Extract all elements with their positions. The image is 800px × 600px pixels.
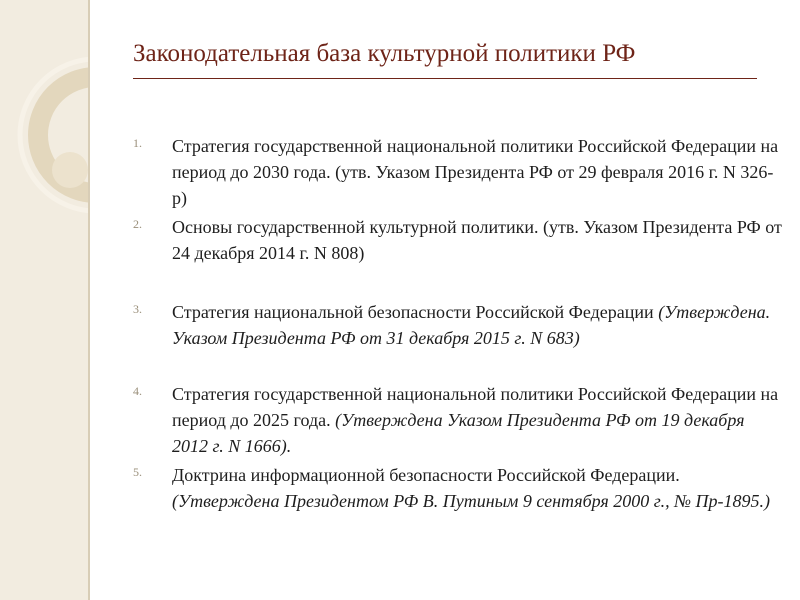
item-note: (Утверждена. Указом Президента РФ от 31 декабря 2015 г. N 683) (172, 302, 771, 348)
item-body: Стратегия государственной национальной политики Российской Федерации на период до 2030 года. (утв. Указом Президента РФ от 29 февраля 2016 г. N 326-р) (172, 136, 779, 208)
list-item-text (172, 299, 782, 351)
decorative-circles (0, 0, 88, 600)
list-item-text (172, 133, 782, 211)
list-item-text (172, 381, 782, 459)
list-item-number: 2. (133, 217, 142, 231)
item-body: Доктрина информационной безопасности Российской Федерации. (172, 465, 680, 485)
list-item-number: 4. (133, 384, 142, 398)
title-underline (133, 78, 757, 79)
item-body: Основы государственной культурной политики. (утв. Указом Президента РФ от 24 декабря 2014 г. N 808) (172, 217, 782, 263)
list-item-number: 5. (133, 465, 142, 479)
item-body: Стратегия национальной безопасности Российской Федерации (172, 302, 654, 322)
page-title: Законодательная база культурной политики РФ (133, 40, 636, 67)
list-item-number: 1. (133, 136, 142, 150)
decorative-sidebar (0, 0, 88, 600)
item-note: (Утверждена Указом Президента РФ от 19 декабря 2012 г. N 1666). (172, 410, 745, 456)
list-item-text (172, 462, 782, 514)
item-body: Стратегия государственной национальной политики Российской Федерации на период до 2025 года. (172, 384, 779, 430)
sidebar-divider (88, 0, 90, 600)
list-item-number: 3. (133, 302, 142, 316)
list-item-text (172, 214, 782, 266)
item-note: (Утверждена Президентом РФ В. Путиным 9 сентября 2000 г., № Пр-1895.) (172, 491, 771, 511)
